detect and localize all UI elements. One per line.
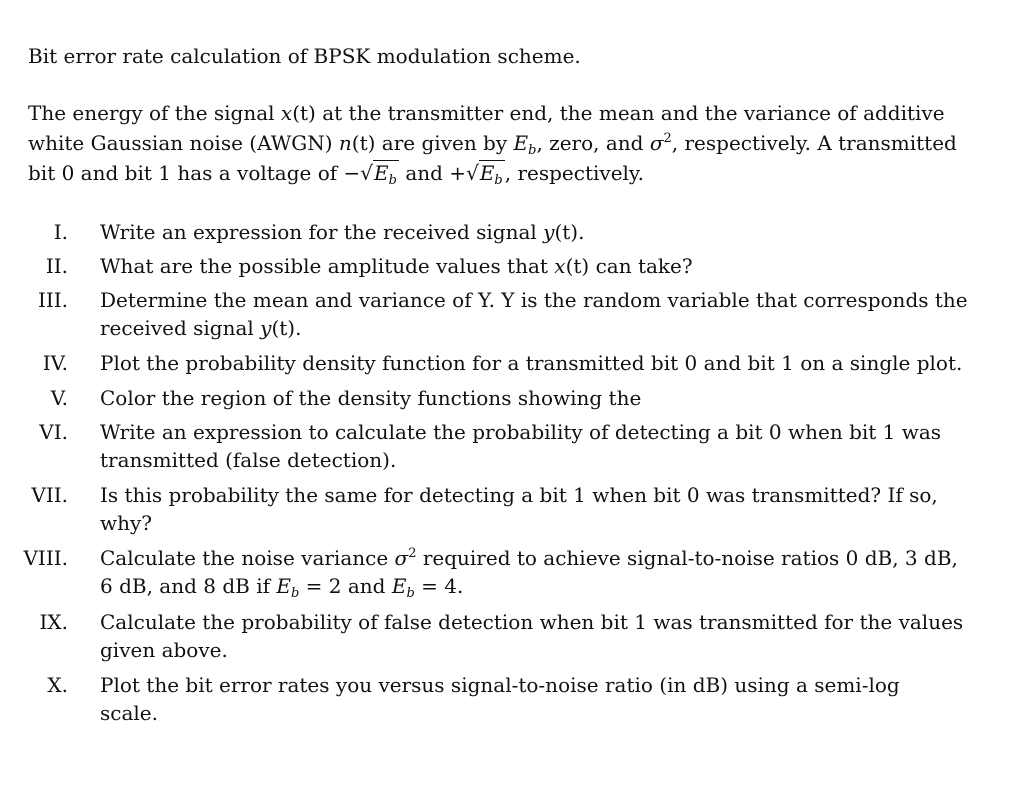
document-title: Bit error rate calculation of BPSK modulation scheme.	[28, 44, 581, 68]
intro-line-3	[28, 158, 988, 188]
math-var-y: y	[260, 316, 272, 340]
item-number: IX.	[39, 610, 68, 634]
intro-text: , zero, and	[536, 131, 650, 155]
intro-line-2	[28, 128, 988, 158]
math-var-x: x	[280, 101, 293, 125]
intro-text: , respectively.	[504, 161, 644, 185]
item-text-part: Calculate the noise variance	[100, 546, 395, 570]
math-var-E: E	[374, 161, 389, 185]
math-arg-t: (t)	[292, 101, 316, 125]
intro-text: bit 0 and bit 1 has a voltage of −	[28, 161, 361, 185]
intro-text: are given by	[375, 131, 514, 155]
item-text-line: why?	[100, 511, 153, 535]
item-number: II.	[45, 254, 68, 278]
item-text-part: received signal	[100, 316, 261, 340]
item-text-part: What are the possible amplitude values that	[100, 254, 555, 278]
math-var-E: E	[276, 574, 291, 598]
math-sup-2: 2	[663, 131, 672, 146]
intro-text: The energy of the signal	[28, 101, 281, 125]
math-var-n: n	[338, 131, 352, 155]
intro-text: white Gaussian noise (AWGN)	[28, 131, 339, 155]
item-text-line: transmitted (false detection).	[100, 448, 397, 472]
item-number: III.	[37, 288, 68, 312]
item-text	[100, 671, 980, 727]
item-text-part: .	[295, 316, 302, 340]
item-text-part: can take?	[589, 254, 693, 278]
intro-text: and +	[398, 161, 467, 185]
math-var-E: E	[513, 131, 529, 155]
item-text-line: Write an expression to calculate the probability of detecting a bit 0 when bit 1 was	[100, 420, 942, 444]
radicand	[479, 160, 505, 188]
math-var-E: E	[479, 161, 495, 185]
item-number: IV.	[42, 351, 68, 375]
math-arg-t: (t)	[554, 220, 579, 244]
radicand	[373, 160, 399, 188]
item-number: VIII.	[23, 546, 68, 570]
math-var-x: x	[554, 254, 566, 278]
item-text-line: Plot the probability density function for a transmitted bit 0 and bit 1 on a single plot.	[100, 351, 963, 375]
item-text	[100, 384, 980, 412]
item-text	[100, 418, 980, 474]
intro-paragraph	[28, 98, 988, 188]
math-sub-b: b	[388, 173, 397, 188]
item-text	[100, 608, 980, 664]
intro-text: at the transmitter end, the mean and the variance of additive	[315, 101, 945, 125]
item-number: VI.	[39, 420, 68, 444]
math-sub-b: b	[406, 586, 415, 601]
item-text-line: Calculate the probability of false detection when bit 1 was transmitted for the values	[100, 610, 964, 634]
item-number: VII.	[31, 483, 68, 507]
math-var-y: y	[543, 220, 555, 244]
item-text	[100, 252, 980, 280]
item-text	[100, 218, 980, 246]
math-var-sigma: σ	[394, 546, 409, 570]
math-var-sigma: σ	[649, 131, 664, 155]
item-number: I.	[53, 220, 68, 244]
item-text-part: Write an expression for the received signal	[100, 220, 544, 244]
item-text-line: Determine the mean and variance of Y. Y is the random variable that corresponds the	[100, 288, 968, 312]
item-text-line: Color the region of the density functions showing the	[100, 386, 642, 410]
item-text-part: 6 dB, and 8 dB if	[100, 574, 277, 598]
item-text-part: required to achieve signal-to-noise ratios 0 dB, 3 dB,	[416, 546, 958, 570]
sqrt-Eb-positive	[466, 158, 505, 188]
item-text	[100, 481, 980, 537]
item-text-line: scale.	[100, 701, 158, 725]
sqrt-Eb-negative	[360, 158, 399, 188]
math-var-E: E	[391, 574, 407, 598]
item-text-line: given above.	[100, 638, 228, 662]
item-text-line: Plot the bit error rates you versus signal-to-noise ratio (in dB) using a semi-log	[100, 673, 900, 697]
radical-sign: √	[466, 161, 479, 185]
item-text	[100, 286, 980, 342]
item-text-part: = 2 and	[299, 574, 392, 598]
item-text	[100, 349, 980, 377]
math-sup-2: 2	[408, 546, 417, 561]
math-sub-b: b	[528, 143, 537, 158]
math-arg-t: (t)	[351, 131, 376, 155]
item-text-line: Is this probability the same for detecting a bit 1 when bit 0 was transmitted? If so,	[100, 483, 938, 507]
math-arg-t: (t)	[565, 254, 590, 278]
item-text-part: .	[578, 220, 585, 244]
intro-text: , respectively. A transmitted	[671, 131, 957, 155]
math-arg-t: (t)	[271, 316, 296, 340]
radical-sign: √	[360, 161, 374, 185]
item-number: X.	[47, 673, 68, 697]
intro-line-1	[28, 98, 988, 128]
item-text	[100, 544, 980, 600]
item-text-part: = 4.	[414, 574, 464, 598]
math-sub-b: b	[494, 173, 503, 188]
item-number: V.	[50, 386, 68, 410]
math-sub-b: b	[290, 586, 300, 601]
